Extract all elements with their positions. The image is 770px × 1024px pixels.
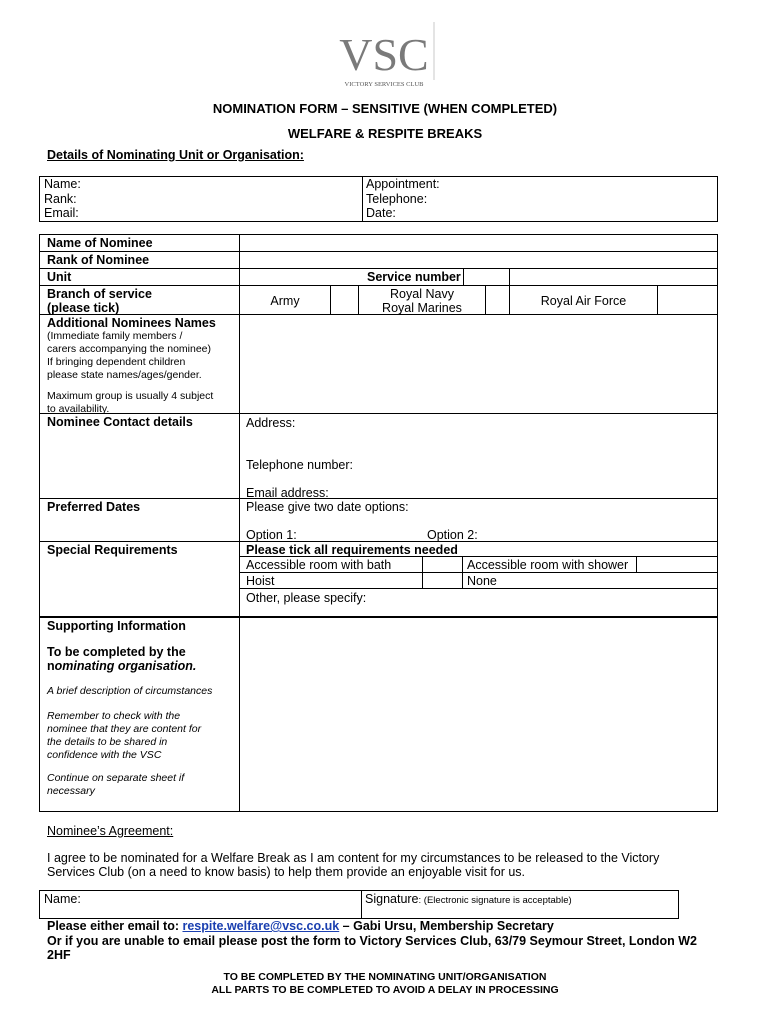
req-accessible-bath: Accessible room with bath	[246, 558, 392, 572]
label-special-requirements: Special Requirements	[47, 543, 178, 557]
label-name-of-nominee: Name of Nominee	[47, 236, 153, 250]
note-additional-3: If bringing dependent children	[47, 356, 186, 368]
note-additional-4: please state names/ages/gender.	[47, 369, 202, 381]
nominating-email-field[interactable]: Email:	[44, 206, 79, 220]
req-hoist: Hoist	[246, 574, 275, 588]
notice-line-2: ALL PARTS TO BE COMPLETED TO AVOID A DELAY IN PROCESSING	[211, 984, 559, 996]
special-instruction: Please tick all requirements needed	[246, 543, 458, 557]
remember-1: Remember to check with the	[47, 710, 181, 722]
telephone-number-field[interactable]: Telephone number:	[246, 458, 354, 472]
note-additional-2: carers accompanying the nominee)	[47, 343, 212, 355]
option-royal-navy: Royal Navy	[390, 287, 454, 301]
req-none: None	[467, 574, 497, 588]
bath-checkbox[interactable]	[423, 557, 462, 572]
label-please-tick: (please tick)	[47, 301, 120, 315]
label-supporting-information: Supporting Information	[47, 619, 186, 633]
nominee-rank-input[interactable]	[240, 252, 716, 268]
label-rank-of-nominee: Rank of Nominee	[47, 253, 150, 267]
label-service-number: Service number	[367, 270, 461, 284]
logo-subtitle: VICTORY SERVICES CLUB	[344, 81, 424, 88]
service-number-input[interactable]	[510, 269, 716, 285]
option-royal-air-force: Royal Air Force	[540, 294, 627, 308]
continue-2: necessary	[47, 785, 95, 797]
option-royal-marines: Royal Marines	[382, 301, 462, 315]
additional-nominees-input[interactable]	[240, 315, 716, 413]
agreement-signature-table	[39, 890, 679, 919]
logo-monogram: VSC	[339, 29, 429, 80]
label-branch-of-service: Branch of service	[47, 287, 152, 301]
nominating-name-field[interactable]: Name:	[44, 177, 81, 191]
nominee-unit-input[interactable]	[240, 269, 362, 285]
note-additional-1: (Immediate family members /	[47, 330, 183, 342]
label-unit: Unit	[47, 270, 72, 284]
nominating-date-field[interactable]: Date:	[366, 206, 396, 220]
continue-1: Continue on separate sheet if	[47, 772, 185, 784]
agreement-name-field[interactable]: Name:	[44, 892, 81, 906]
form-subtitle: WELFARE & RESPITE BREAKS	[287, 126, 483, 141]
section-nominating-heading: Details of Nominating Unit or Organisation:	[47, 148, 304, 162]
address-field[interactable]: Address:	[246, 416, 296, 430]
dates-instruction: Please give two date options:	[246, 500, 409, 514]
nominating-telephone-field[interactable]: Telephone:	[366, 192, 428, 206]
nominee-name-input[interactable]	[240, 235, 716, 251]
respite-email-link[interactable]: respite.welfare@vsc.co.uk	[182, 919, 340, 933]
nominating-rank-field[interactable]: Rank:	[44, 192, 77, 206]
agreement-heading: Nominee’s Agreement:	[47, 824, 174, 838]
remember-2: nominee that they are content for	[47, 723, 202, 735]
label-contact-details: Nominee Contact details	[47, 415, 193, 429]
hoist-checkbox[interactable]	[423, 573, 462, 588]
notice-line-1: TO BE COMPLETED BY THE NOMINATING UNIT/ORGANISATION	[223, 971, 547, 983]
email-address-field[interactable]: Email address:	[246, 486, 329, 500]
brief-description: A brief description of circumstances	[47, 685, 213, 697]
label-additional-nominees: Additional Nominees Names	[47, 316, 216, 330]
post-instruction-2: 2HF	[47, 948, 71, 962]
shower-checkbox[interactable]	[637, 557, 716, 572]
agreement-signature-field[interactable]: Signature: (Electronic signature is acceptable)	[365, 892, 572, 906]
option-1-field[interactable]: Option 1:	[246, 528, 297, 542]
vsc-logo	[338, 22, 438, 92]
to-be-completed-1: To be completed by the	[47, 645, 186, 659]
remember-4: confidence with the VSC	[47, 749, 162, 761]
nominating-appointment-field[interactable]: Appointment:	[366, 177, 440, 191]
req-other-field[interactable]: Other, please specify:	[246, 591, 367, 605]
none-checkbox[interactable]	[637, 573, 716, 588]
supporting-information-input[interactable]	[240, 617, 716, 810]
email-instruction: Please either email to: respite.welfare@vsc.co.uk – Gabi Ursu, Membership Secretary	[47, 919, 554, 933]
navy-marines-checkbox[interactable]	[486, 286, 509, 314]
remember-3: the details to be shared in	[47, 736, 168, 748]
form-title: NOMINATION FORM – SENSITIVE (WHEN COMPLETED)	[212, 101, 558, 116]
raf-checkbox[interactable]	[658, 286, 716, 314]
army-checkbox[interactable]	[331, 286, 358, 314]
note-group-1: Maximum group is usually 4 subject	[47, 390, 214, 402]
option-army: Army	[270, 294, 300, 308]
agreement-text-1: I agree to be nominated for a Welfare Break as I am content for my circumstances to be released to the Victory	[47, 851, 660, 865]
label-preferred-dates: Preferred Dates	[47, 500, 141, 514]
to-be-completed-2: nominating organisation.	[47, 659, 197, 673]
agreement-text-2: Services Club (on a need to know basis) to help them provide an enjoyable visit for us.	[47, 865, 526, 879]
note-group-2: to availability.	[47, 403, 110, 415]
post-instruction-1: Or if you are unable to email please post the form to Victory Services Club, 63/79 Seymour Street, London W2	[47, 934, 697, 948]
option-2-field[interactable]: Option 2:	[427, 528, 478, 542]
req-accessible-shower: Accessible room with shower	[467, 558, 629, 572]
